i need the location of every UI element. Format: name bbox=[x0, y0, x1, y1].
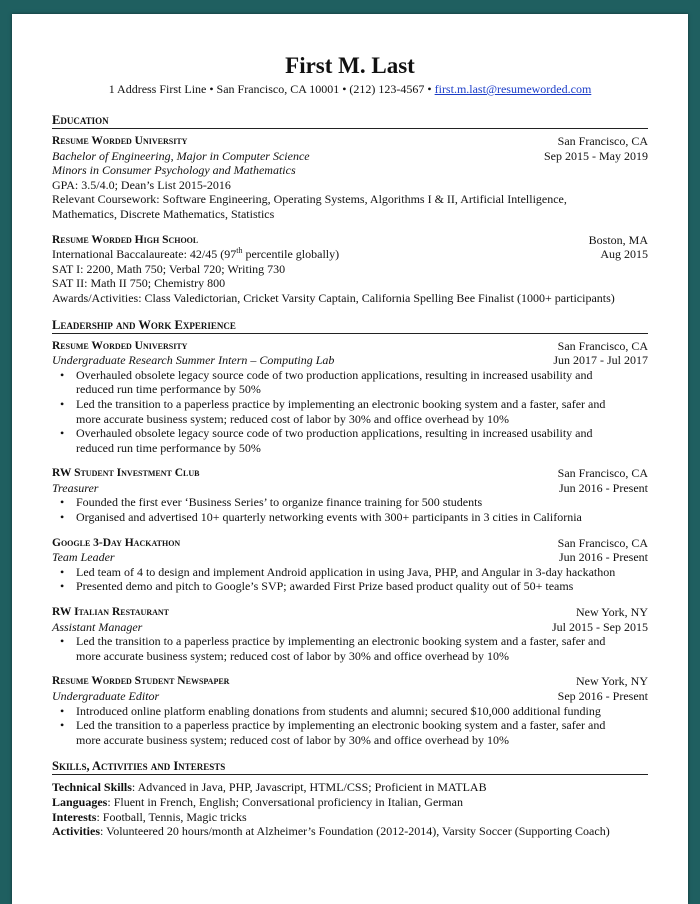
email-link[interactable]: first.m.last@resumeworded.com bbox=[434, 82, 592, 96]
bullet-item: • Led the transition to a paperless practice by implementing an electronic booking system and a faster, safer and more accurate business system; reduced cost of labor by 30% and office overhead by 10% bbox=[76, 718, 648, 747]
entry-location: New York, NY bbox=[575, 674, 648, 689]
resume-content bbox=[52, 52, 648, 839]
section-title-education: Education bbox=[52, 113, 648, 129]
bullet-item: • Overhauled obsolete legacy source code of two production applications, resulting in increased usability and reduced run time performance by 50% bbox=[76, 426, 648, 455]
entry-org: Resume Worded University bbox=[52, 339, 188, 352]
entry-role: Undergraduate Editor bbox=[52, 689, 160, 703]
section-title-skills: Skills, Activities and Interests bbox=[52, 759, 648, 775]
bullet-item: • Led the transition to a paperless practice by implementing an electronic booking system and a faster, safer and more accurate business system; reduced cost of labor by 30% and office overhead by 10% bbox=[76, 634, 648, 663]
bullet-list bbox=[52, 565, 648, 594]
experience-entry bbox=[52, 605, 648, 663]
entry-role: Treasurer bbox=[52, 480, 99, 495]
entry-location: San Francisco, CA bbox=[557, 466, 648, 481]
contact-text: 1 Address First Line • San Francisco, CA 10001 • (212) 123-4567 • bbox=[108, 82, 435, 96]
entry-org: RW Italian Restaurant bbox=[52, 606, 169, 619]
skills-list bbox=[52, 780, 648, 838]
entry-org: Google 3-Day Hackathon bbox=[52, 536, 181, 549]
bullet-item: • Presented demo and pitch to Google’s SVP; awarded First Prize based product quality out of 50+ teams bbox=[76, 579, 648, 594]
entry-dates: Sep 2015 - May 2019 bbox=[544, 148, 648, 163]
skills-item: Technical Skills: Advanced in Java, PHP, Javascript, HTML/CSS; Proficient in MATLAB bbox=[52, 780, 487, 795]
bullet-item: • Led the transition to a paperless practice by implementing an electronic booking system and a faster, safer and more accurate business system; reduced cost of labor by 30% and office overhead by 10% bbox=[76, 397, 648, 426]
education-entry-high-school bbox=[52, 233, 648, 306]
entry-dates: Jul 2015 - Sep 2015 bbox=[552, 619, 648, 634]
entry-role: Assistant Manager bbox=[52, 619, 143, 634]
entry-sat1: SAT I: 2200, Math 750; Verbal 720; Writing 730 bbox=[52, 261, 286, 276]
entry-coursework: Relevant Coursework: Software Engineering, Operating Systems, Algorithms I & II, Artificial Intelligence, bbox=[52, 192, 567, 207]
entry-degree: Bachelor of Engineering, Major in Computer Science bbox=[52, 148, 310, 163]
entry-dates: Aug 2015 bbox=[600, 247, 648, 262]
experience-entry bbox=[52, 466, 648, 524]
section-title-experience: Leadership and Work Experience bbox=[52, 318, 648, 334]
entry-dates: Jun 2016 - Present bbox=[559, 550, 648, 565]
entry-ib-score: International Baccalaureate: 42/45 (97th percentile globally) bbox=[52, 246, 340, 262]
entry-location: San Francisco, CA bbox=[557, 338, 648, 353]
skills-item: Activities: Volunteered 20 hours/month at Alzheimer’s Foundation (2012-2014), Varsity Soccer (Supporting Coach) bbox=[52, 824, 610, 839]
entry-sat2: SAT II: Math II 750; Chemistry 800 bbox=[52, 276, 226, 291]
entry-org: Resume Worded Student Newspaper bbox=[52, 675, 230, 688]
bullet-item: • Introduced online platform enabling donations from students and alumni; secured $10,000 additional funding bbox=[76, 704, 648, 719]
entry-location: New York, NY bbox=[575, 605, 648, 620]
entry-coursework-cont: Mathematics, Discrete Mathematics, Statistics bbox=[52, 206, 275, 221]
entry-minors: Minors in Consumer Psychology and Mathematics bbox=[52, 163, 296, 178]
bullet-item: • Organised and advertised 10+ quarterly networking events with 300+ participants in 3 cities in California bbox=[76, 510, 648, 525]
bullet-list bbox=[52, 495, 648, 524]
bullet-item: • Founded the first ever ‘Business Series’ to organize finance training for 500 students bbox=[76, 495, 648, 510]
entry-awards: Awards/Activities: Class Valedictorian, Cricket Varsity Captain, California Spelling Bee Finalist (1000+ participants) bbox=[52, 290, 615, 305]
entry-dates: Jun 2016 - Present bbox=[559, 480, 648, 495]
bullet-list bbox=[52, 634, 648, 663]
experience-entry bbox=[52, 674, 648, 747]
entry-role: Team Leader bbox=[52, 550, 115, 565]
entry-gpa: GPA: 3.5/4.0; Dean’s List 2015-2016 bbox=[52, 177, 231, 192]
entry-role: Undergraduate Research Summer Intern – Computing Lab bbox=[52, 353, 335, 368]
candidate-name: First M. Last bbox=[285, 53, 415, 78]
entry-dates: Sep 2016 - Present bbox=[557, 689, 648, 703]
bullet-item: • Overhauled obsolete legacy source code of two production applications, resulting in increased usability and reduced run time performance by 50% bbox=[76, 368, 648, 397]
skills-item: Interests: Football, Tennis, Magic tricks bbox=[52, 809, 247, 824]
entry-org: Resume Worded University bbox=[52, 135, 188, 147]
bullet-item: • Led team of 4 to design and implement Android application in using Java, PHP, and Angular in 3-day hackathon bbox=[76, 565, 648, 580]
contact-line bbox=[52, 81, 648, 97]
education-entry-university bbox=[52, 134, 648, 222]
entry-org: Resume Worded High School bbox=[52, 233, 199, 246]
experience-entry bbox=[52, 339, 648, 456]
skills-item: Languages: Fluent in French, English; Conversational proficiency in Italian, German bbox=[52, 794, 463, 809]
bullet-list bbox=[52, 368, 648, 456]
entry-org: RW Student Investment Club bbox=[52, 467, 200, 480]
bullet-list bbox=[52, 704, 648, 748]
entry-location: San Francisco, CA bbox=[557, 535, 648, 550]
entry-dates: Jun 2017 - Jul 2017 bbox=[553, 353, 648, 368]
experience-entry bbox=[52, 536, 648, 594]
resume-page bbox=[12, 14, 688, 904]
entry-location: San Francisco, CA bbox=[557, 134, 648, 148]
entry-location: Boston, MA bbox=[588, 232, 648, 247]
